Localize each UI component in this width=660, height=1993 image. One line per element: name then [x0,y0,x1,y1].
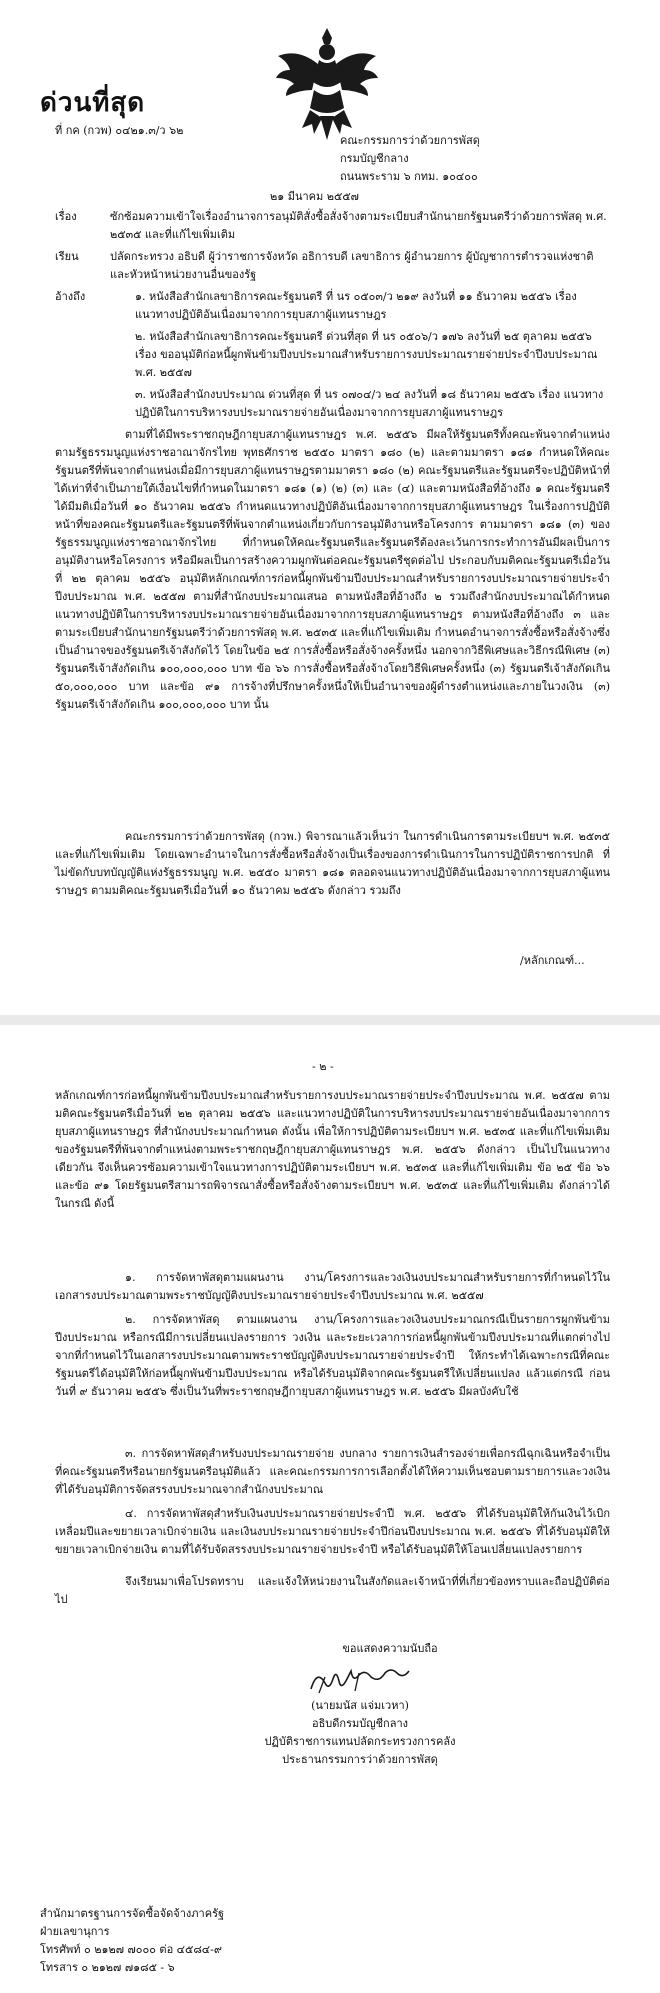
document-date: ๒๑ มีนาคม ๒๕๕๗ [270,190,359,203]
signer-title-3: ประธานกรรมการว่าด้วยการพัสดุ [282,1753,438,1766]
footer-office: สำนักมาตรฐานการจัดซื้อจัดจ้างภาครัฐ [40,1907,225,1920]
condition-item-4: ๔. การจัดหาพัสดุสำหรับเงินงบประมาณรายจ่ายประจำปี พ.ศ. ๒๕๕๖ ที่ได้รับอนุมัติให้กันเงินไว้เบิกเหลื่อมปีและขยายเวลาเบิกจ่ายเงิน และเงินงบประมาณรายจ่ายประจำปีก่อนปีงบประมาณ พ.ศ. ๒๕๕๖ ที่ได้รับอนุมัติให้ขยายเวลาเบิกจ่ายเงิน ตามที่ได้รับจัดสรรงบประมาณรายจ่ายประจำปี หรือได้รับอนุมัติให้โอนเปลี่ยนแปลงรายการ [55,1507,610,1556]
sender-address: ถนนพระราม ๖ กทม. ๑๐๔๐๐ [340,170,478,183]
continuation-note: /หลักเกณฑ์... [520,954,585,967]
subject-label: เรื่อง [55,210,77,223]
condition-item-2: ๒. การจัดหาพัสดุ ตามแผนงาน งาน/โครงการและวงเงินงบประมาณกรณีเป็นรายการผูกพันข้ามปีงบประมาณ หรือกรณีมีการเปลี่ยนแปลงรายการ วงเงิน และระยะเวลาการก่อหนี้ผูกพันข้ามปีงบประมาณที่แตกต่างไปจากที่กำหนดไว้ในเอกสารงบประมาณตามพระราชบัญญัติงบประมาณรายจ่ายประจำปี ให้กระทำได้เฉพาะกรณีที่คณะรัฐมนตรีได้อนุมัติให้ก่อหนี้ผูกพันข้ามปีงบประมาณ หรือได้รับอนุมัติจากคณะรัฐมนตรีให้เปลี่ยนแปลง แล้วแต่กรณี ก่อนวันที่ ๙ ธันวาคม ๒๕๕๖ ซึ่งเป็นวันที่พระราชกฤษฎีกายุบสภาผู้แทนราษฎร พ.ศ. ๒๕๕๖ มีผลบังคับใช้ [55,1313,610,1398]
signer-title-1: อธิบดีกรมบัญชีกลาง [311,1717,409,1730]
body-paragraph-2: คณะกรรมการว่าด้วยการพัสดุ (กวพ.) พิจารณาแล้วเห็นว่า ในการดำเนินการตามระเบียบฯ พ.ศ. ๒๕๓๕ และที่แก้ไขเพิ่มเติม โดยเฉพาะอำนาจในการสั่งซื้อหรือสั่งจ้างเป็นเรื่องของการดำเนินการในการปฏิบัติราชการปกติ ที่ไม่ขัดกับบทบัญญัติแห่งรัฐธรรมนูญ พ.ศ. ๒๕๕๐ มาตรา ๑๘๑ ตลอดจนแนวทางปฏิบัติอันเนื่องมาจากการยุบสภาผู้แทนราษฎร ตามมติคณะรัฐมนตรีเมื่อวันที่ ๑๐ ธันวาคม ๒๕๕๖ ดังกล่าว รวมถึง [55,830,610,897]
subject-text: ซักซ้อมความเข้าใจเรื่องอำนาจการอนุมัติสั่งซื้อสั่งจ้างตามระเบียบสำนักนายกรัฐมนตรีว่าด้วยการพัสดุ พ.ศ. ๒๕๓๕ และที่แก้ไขเพิ่มเติม [110,210,607,241]
letter-page-2 [0,1025,660,1993]
salutation-label: เรียน [55,250,79,263]
garuda-emblem-icon [270,22,385,147]
condition-item-3: ๓. การจัดหาพัสดุสำหรับงบประมาณรายจ่าย งบกลาง รายการเงินสำรองจ่ายเพื่อกรณีฉุกเฉินหรือจำเป็น ที่คณะรัฐมนตรีหรือนายกรัฐมนตรีอนุมัติแล้ว และคณะกรรมการการเลือกตั้งได้ให้ความเห็นชอบตามรายการและวงเงินที่ได้รับอนุมัติการจัดสรรงบประมาณจากสำนักงบประมาณ [55,1447,610,1496]
footer-phone: โทรศัพท์ ๐ ๒๑๒๗ ๗๐๐๐ ต่อ ๔๕๘๔-๙ [40,1943,222,1956]
urgent-label: ด่วนที่สุด [40,88,146,118]
reference-label: อ้างถึง [55,290,86,303]
sender-org: คณะกรรมการว่าด้วยการพัสดุ [340,134,480,147]
body-paragraph-1: ตามที่ได้มีพระราชกฤษฎีกายุบสภาผู้แทนราษฎร พ.ศ. ๒๕๕๖ มีผลให้รัฐมนตรีทั้งคณะพ้นจากตำแหน่งตามรัฐธรรมนูญแห่งราชอาณาจักรไทย พุทธศักราช ๒๕๕๐ มาตรา ๑๘๐ (๒) และตามมาตรา ๑๘๑ กำหนดให้คณะรัฐมนตรีที่พ้นจากตำแหน่งเมื่อมีการยุบสภาผู้แทนราษฎรตามมาตรา ๑๘๐ (๒) คณะรัฐมนตรีและรัฐมนตรีจะปฏิบัติหน้าที่ได้เท่าที่จำเป็นภายใต้เงื่อนไขที่กำหนดในมาตรา ๑๘๑ (๑) (๒) (๓) และ (๔) และตามหนังสือที่อ้างถึง ๑ คณะรัฐมนตรีได้มีมติเมื่อวันที่ ๑๐ ธันวาคม ๒๕๕๖ กำหนดแนวทางปฏิบัติอันเนื่องมาจากการยุบสภาผู้แทนราษฎร ในเรื่องการปฏิบัติหน้าที่ของคณะรัฐมนตรีและรัฐมนตรีที่พ้นจากตำแหน่งเกี่ยวกับการอนุมัติงานหรือโครงการ ตามมาตรา ๑๘๑ (๓) ของรัฐธรรมนูญแห่งราชอาณาจักรไทย ที่กำหนดให้คณะรัฐมนตรีและรัฐมนตรีต้องละเว้นการกระทำการอันมีผลเป็นการอนุมัติงานหรือโครงการ หรือมีผลเป็นการสร้างความผูกพันต่อคณะรัฐมนตรีชุดต่อไป ประกอบกับมติคณะรัฐมนตรีเมื่อวันที่ ๒๒ ตุลาคม ๒๕๕๖ อนุมัติหลักเกณฑ์การก่อหนี้ผูกพันข้ามปีงบประมาณสำหรับรายการงบประมาณรายจ่ายประจำปีงบประมาณ พ.ศ. ๒๕๕๗ ตามที่สำนักงบประมาณเสนอ ตามหนังสือที่อ้างถึง ๒ รวมถึงสำนักงบประมาณได้กำหนดแนวทางปฏิบัติในการบริหารงบประมาณรายจ่ายอันเนื่องมาจากการยุบสภาผู้แทนราษฎร ตามหนังสือที่อ้างถึง ๓ และตามระเบียบสำนักนายกรัฐมนตรีว่าด้วยการพัสดุ พ.ศ. ๒๕๓๕ และที่แก้ไขเพิ่มเติม กำหนดอำนาจการสั่งซื้อหรือสั่งจ้างซึ่งเป็นอำนาจของรัฐมนตรีเจ้าสังกัดไว้ โดยในข้อ ๒๕ การสั่งซื้อหรือสั่งจ้างครั้งหนึ่ง นอกจากวิธีพิเศษและวิธีกรณีพิเศษ (๓) รัฐมนตรีเจ้าสังกัดเกิน ๑๐๐,๐๐๐,๐๐๐ บาท ข้อ ๖๖ การสั่งซื้อหรือสั่งจ้างโดยวิธีพิเศษครั้งหนึ่ง (๓) รัฐมนตรีเจ้าสังกัดเกิน ๕๐,๐๐๐,๐๐๐ บาท และข้อ ๙๑ การจ้างที่ปรึกษาครั้งหนึ่งให้เป็นอำนาจของผู้ดำรงตำแหน่งและภายในวงเงิน (๓) รัฐมนตรีเจ้าสังกัดเกิน ๑๐๐,๐๐๐,๐๐๐ บาท นั้น [55,428,610,711]
signer-name: (นายมนัส แจ่มเวหา) [311,1699,409,1712]
page-number: - ๒ - [312,1060,334,1073]
footer-fax: โทรสาร ๐ ๒๑๒๗ ๗๑๘๕ - ๖ [40,1961,175,1974]
signer-title-2: ปฏิบัติราชการแทนปลัดกระทรวงการคลัง [264,1735,456,1748]
body-paragraph-intro: หลักเกณฑ์การก่อหนี้ผูกพันข้ามปีงบประมาณสำหรับรายการงบประมาณรายจ่ายประจำปีงบประมาณ พ.ศ. ๒๕๕๗ ตามมติคณะรัฐมนตรีเมื่อวันที่ ๒๒ ตุลาคม ๒๕๕๖ และแนวทางปฏิบัติในการบริหารงบประมาณรายจ่ายอันเนื่องมาจากการยุบสภาผู้แทนราษฎร ที่สำนักงบประมาณกำหนด ดังนั้น เพื่อให้การปฏิบัติตามระเบียบฯ พ.ศ. ๒๕๓๕ และที่แก้ไขเพิ่มเติม ของรัฐมนตรีที่พ้นจากตำแหน่งตามพระราชกฤษฎีกายุบสภาผู้แทนราษฎร พ.ศ. ๒๕๕๖ ดังกล่าว เป็นไปในแนวทางเดียวกัน จึงเห็นควรซ้อมความเข้าใจแนวทางการปฏิบัติตามระเบียบฯ พ.ศ. ๒๕๓๕ และที่แก้ไขเพิ่มเติม ข้อ ๒๕ ข้อ ๖๖ และข้อ ๙๑ โดยรัฐมนตรีสามารถพิจารณาสั่งซื้อหรือสั่งจ้างตามระเบียบฯ พ.ศ. ๒๕๓๕ และที่แก้ไขเพิ่มเติม ดังกล่าวได้ ในกรณี ดังนี้ [55,1089,610,1210]
sender-dept: กรมบัญชีกลาง [340,152,409,165]
reference-item-3: ๓. หนังสือสำนักงบประมาณ ด่วนที่สุด ที่ นร ๐๗๐๔/ว ๒๔ ลงวันที่ ๑๘ ธันวาคม ๒๕๕๖ เรื่อง แนวทางปฏิบัติในการบริหารงบประมาณรายจ่ายอันเนื่องมาจากการยุบสภาผู้แทนราษฎร [135,388,604,419]
reference-item-1: ๑. หนังสือสำนักเลขาธิการคณะรัฐมนตรี ที่ นร ๐๕๐๓/ว ๒๑๙ ลงวันที่ ๑๑ ธันวาคม ๒๕๕๖ เรื่อง แนวทางปฏิบัติอันเนื่องมาจากการยุบสภาผู้แทนราษฎร [135,290,577,321]
signature-image [305,1665,415,1699]
reference-item-2: ๒. หนังสือสำนักเลขาธิการคณะรัฐมนตรี ด่วนที่สุด ที่ นร ๐๕๐๖/ว ๑๗๖ ลงวันที่ ๒๕ ตุลาคม ๒๕๕๖ เรื่อง ขออนุมัติก่อหนี้ผูกพันข้ามปีงบประมาณสำหรับรายการงบประมาณรายจ่ายประจำปีงบประมาณ พ.ศ. ๒๕๕๗ [135,330,598,379]
salutation-text: ปลัดกระทรวง อธิบดี ผู้ว่าราชการจังหวัด อธิการบดี เลขาธิการ ผู้อำนวยการ ผู้บัญชาการตำรวจแห่งชาติ และหัวหน้าหน่วยงานอื่นของรัฐ [110,250,594,281]
closing-paragraph: จึงเรียนมาเพื่อโปรดทราบ และแจ้งให้หน่วยงานในสังกัดและเจ้าหน้าที่ที่เกี่ยวข้องทราบและถือปฏิบัติต่อไป [55,1575,610,1606]
footer-section: ฝ่ายเลขานุการ [40,1925,110,1938]
condition-item-1: ๑. การจัดหาพัสดุตามแผนงาน งาน/โครงการและวงเงินงบประมาณสำหรับรายการที่กำหนดไว้ในเอกสารงบประมาณตามพระราชบัญญัติงบประมาณรายจ่ายประจำปีงบประมาณ พ.ศ. ๒๕๕๗ [55,1271,610,1302]
document-number: ที่ กค (กวพ) ๐๔๒๑.๓/ว ๖๒ [55,124,184,137]
regards-text: ขอแสดงความนับถือ [342,1642,438,1655]
